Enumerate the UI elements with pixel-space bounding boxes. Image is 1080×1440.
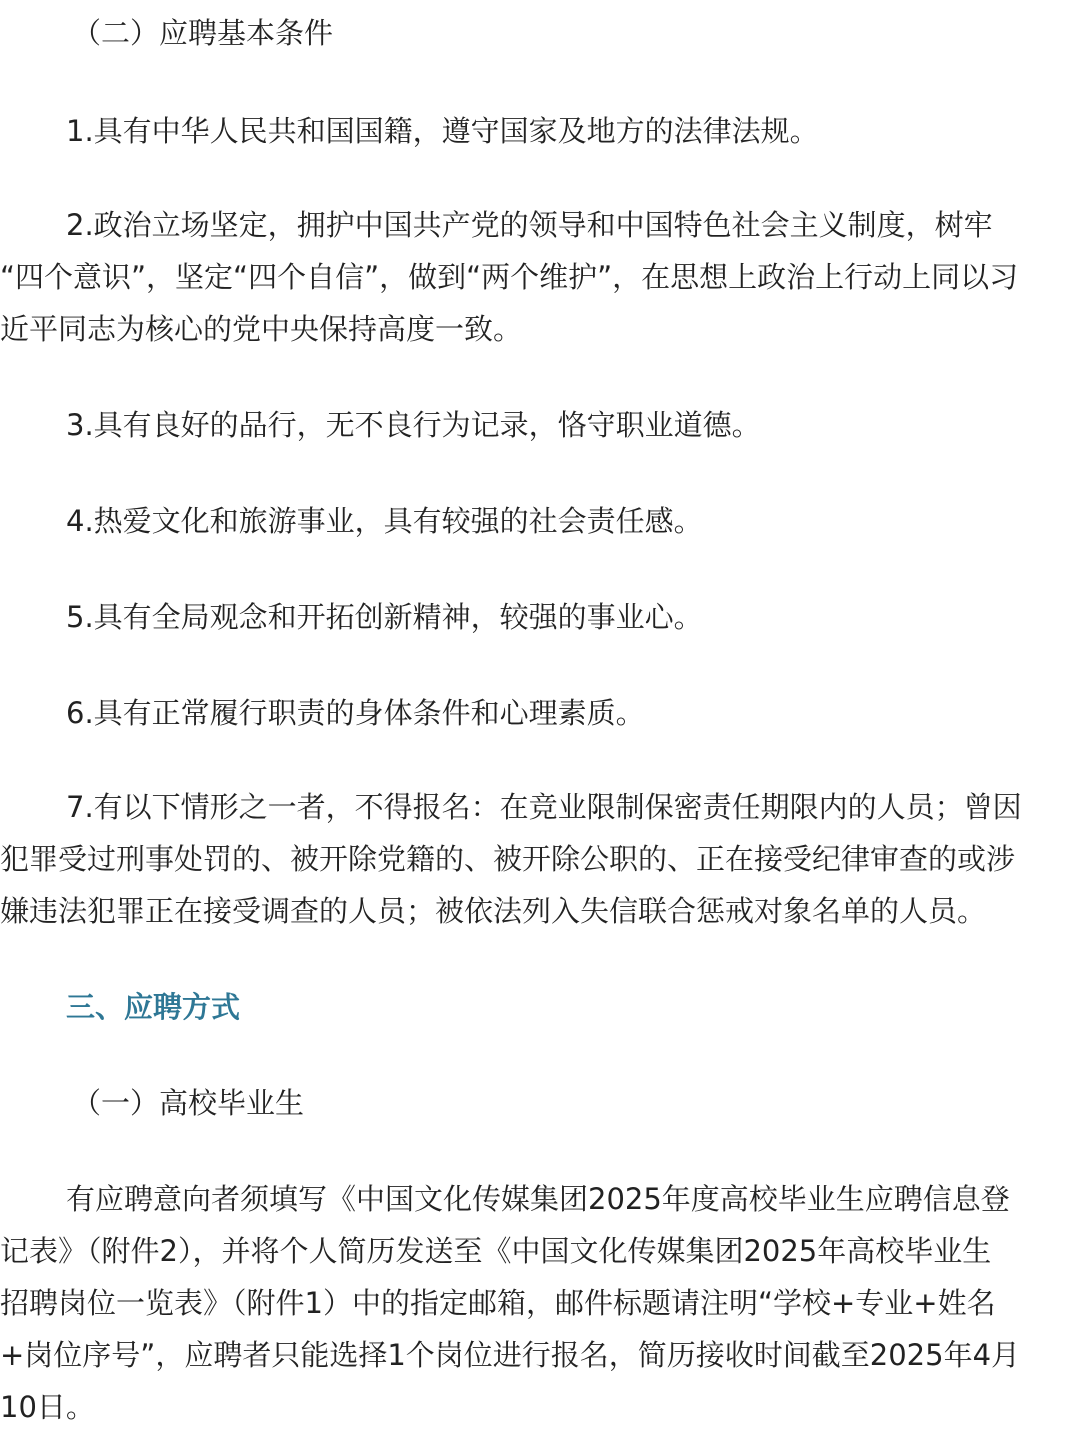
section-3-heading: 三、应聘方式	[66, 990, 241, 1024]
application-line-3: 招聘岗位一览表》（附件1）中的指定邮箱，邮件标题请注明“学校+专业+姓名	[0, 1286, 996, 1320]
condition-7-line-1: 7.有以下情形之一者，不得报名：在竞业限制保密责任期限内的人员；曾因	[66, 790, 1022, 824]
condition-7-line-3: 嫌违法犯罪正在接受调查的人员；被依法列入失信联合惩戒对象名单的人员。	[0, 894, 987, 928]
section-2-title: （二）应聘基本条件	[72, 16, 334, 50]
condition-2-line-3: 近平同志为核心的党中央保持高度一致。	[0, 312, 523, 346]
application-line-5: 10日。	[0, 1390, 95, 1424]
condition-1: 1.具有中华人民共和国国籍，遵守国家及地方的法律法规。	[66, 114, 819, 148]
condition-2-line-1: 2.政治立场坚定，拥护中国共产党的领导和中国特色社会主义制度，树牢	[66, 208, 993, 242]
condition-7-line-2: 犯罪受过刑事处罚的、被开除党籍的、被开除公职的、正在接受纪律审查的或涉	[0, 842, 1016, 876]
condition-4: 4.热爱文化和旅游事业，具有较强的社会责任感。	[66, 504, 703, 538]
condition-6: 6.具有正常履行职责的身体条件和心理素质。	[66, 696, 645, 730]
application-line-1: 有应聘意向者须填写《中国文化传媒集团2025年度高校毕业生应聘信息登	[66, 1182, 1010, 1216]
condition-2-line-2: “四个意识”，坚定“四个自信”，做到“两个维护”，在思想上政治上行动上同以习	[0, 260, 1019, 294]
condition-3: 3.具有良好的品行，无不良行为记录，恪守职业道德。	[66, 408, 761, 442]
condition-5: 5.具有全局观念和开拓创新精神，较强的事业心。	[66, 600, 703, 634]
subsection-1-title: （一）高校毕业生	[72, 1086, 305, 1120]
application-line-4: +岗位序号”，应聘者只能选择1个岗位进行报名，简历接收时间截至2025年4月	[0, 1338, 1021, 1372]
application-line-2: 记表》（附件2），并将个人简历发送至《中国文化传媒集团2025年高校毕业生	[0, 1234, 992, 1268]
